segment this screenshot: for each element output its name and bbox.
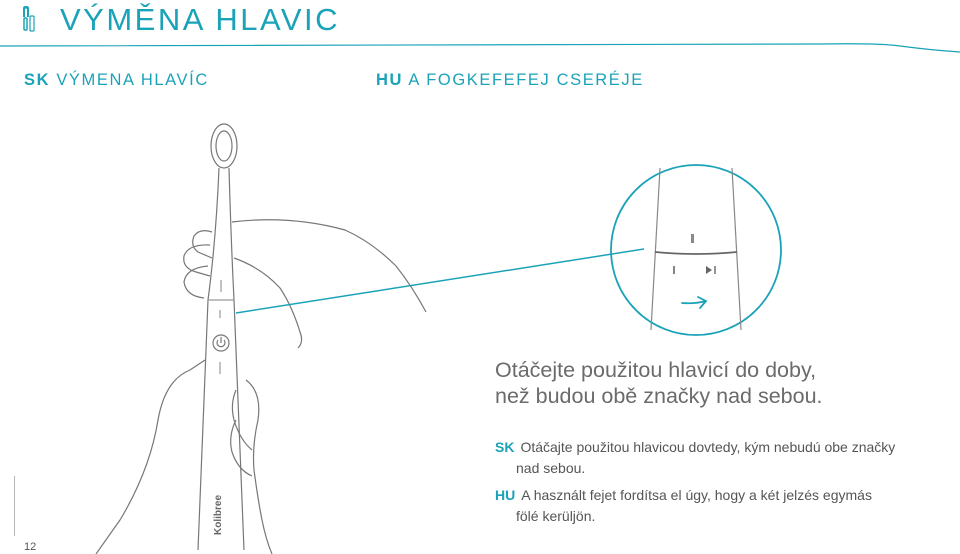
- note-sk-line1: Otáčajte použitou hlavicou dovtedy, kým nebudú obe značky: [520, 439, 896, 455]
- subtitle-sk-text: VÝMENA HLAVÍC: [56, 71, 209, 89]
- leader-line: [236, 249, 644, 313]
- hand-outline: [96, 220, 426, 554]
- note-sk: [495, 437, 915, 478]
- note-sk-line2: nad sebou.: [516, 459, 586, 476]
- zoom-detail: [651, 168, 741, 330]
- subtitle-sk: [24, 71, 209, 90]
- subtitle-hu-text: A FOGKEFEFEJ CSERÉJE: [408, 71, 644, 89]
- subtitle-hu-code: HU: [376, 71, 404, 89]
- note-hu-line1: A használt fejet fordítsa el úgy, hogy a két jelzés egymás: [521, 487, 872, 503]
- subtitle-hu: [376, 71, 644, 90]
- toothbrush-head-icon: [20, 6, 36, 32]
- page-title: VÝMĚNA HLAVIC: [60, 2, 341, 37]
- page-number: 12: [24, 541, 37, 553]
- header-divider: [0, 36, 960, 60]
- brand-label: Kolibree: [213, 494, 224, 535]
- subtitle-sk-code: SK: [24, 71, 51, 89]
- note-hu-line2: fölé kerüljön.: [516, 507, 596, 524]
- main-caption-line2: než budou obě značky nad sebou.: [495, 384, 823, 408]
- note-hu: [495, 485, 915, 526]
- main-caption-line1: Otáčejte použitou hlavicí do doby,: [495, 358, 817, 382]
- main-caption: [495, 357, 935, 409]
- rotate-arrow-icon: [682, 297, 706, 308]
- brush-head: [208, 124, 237, 300]
- note-sk-code: SK: [495, 439, 515, 455]
- note-hu-code: HU: [495, 487, 516, 503]
- margin-line: [14, 476, 15, 536]
